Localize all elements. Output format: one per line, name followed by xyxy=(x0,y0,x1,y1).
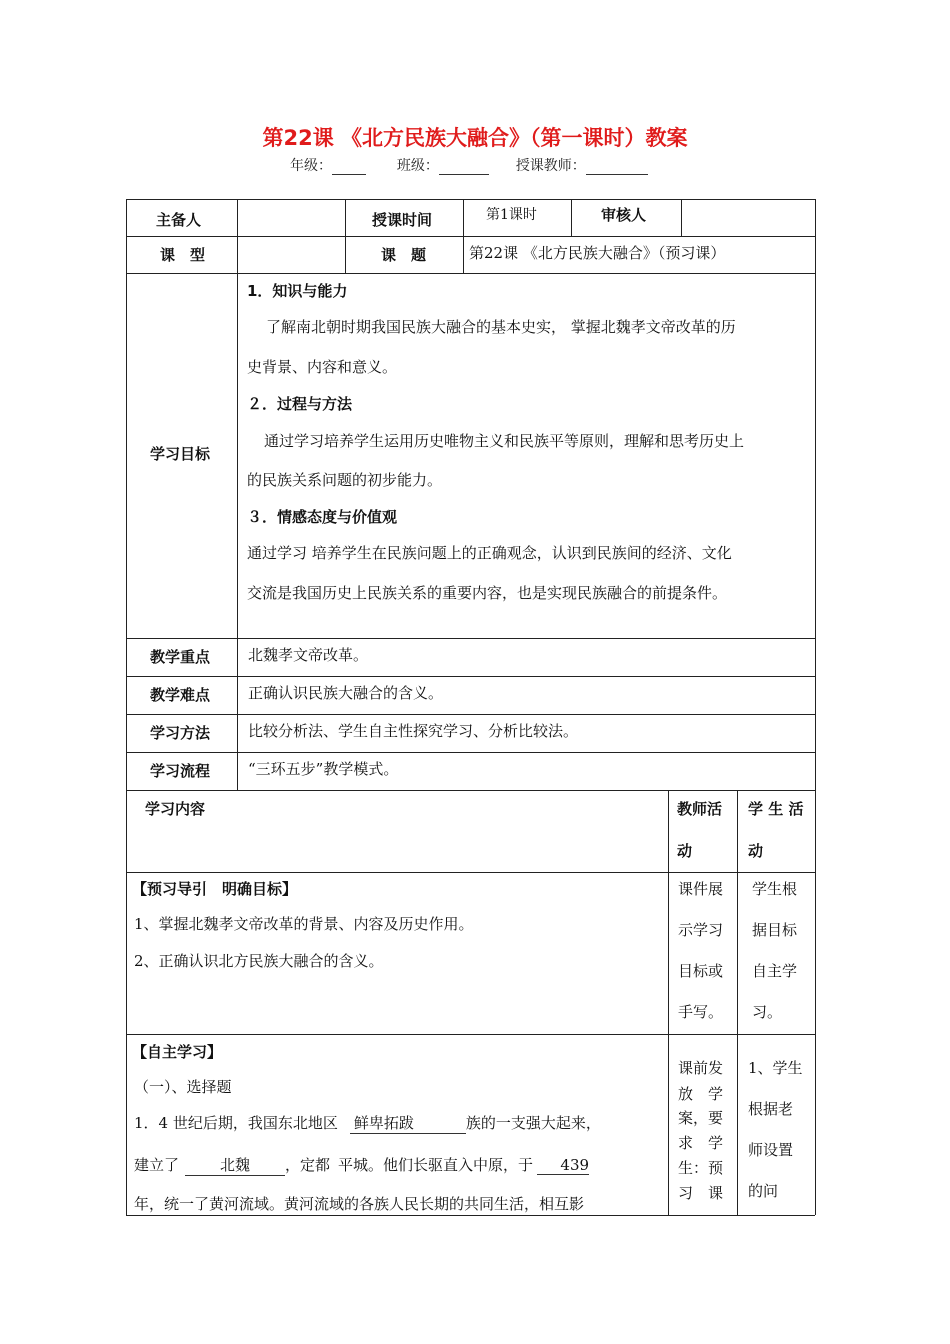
focus-value: 北魏孝文帝改革。 xyxy=(248,646,369,664)
preview-teacher-line: 示学习 xyxy=(678,921,724,939)
self-study-student-line: 1、学生 xyxy=(748,1059,803,1077)
student-activity-header-b: 动 xyxy=(748,842,764,860)
q1-line2-prefix: 建立了 xyxy=(134,1156,180,1174)
flow-label: 学习流程 xyxy=(150,762,211,780)
grade-blank xyxy=(332,160,366,175)
time-label: 授课时间 xyxy=(372,211,433,229)
q1-blank-3: 439 xyxy=(537,1156,589,1175)
method-value: 比较分析法、学生自主性探究学习、分析比较法。 xyxy=(248,722,579,740)
goal-text-3b: 交流是我国历史上民族关系的重要内容，也是实现民族融合的前提条件。 xyxy=(247,584,728,602)
class-label: 班级： xyxy=(396,158,439,174)
preview-teacher-line: 课件展 xyxy=(678,880,724,898)
goal-heading-1: 1．知识与能力 xyxy=(247,282,348,300)
subtitle xyxy=(290,155,648,175)
preview-teacher-line: 手写。 xyxy=(678,1003,724,1021)
q1-line2-middle: ，定都 xyxy=(285,1156,331,1174)
self-study-teacher-line: 习 课 xyxy=(678,1184,724,1202)
self-study-student-line: 根据老 xyxy=(748,1100,794,1118)
period-value: 第1课时 xyxy=(486,207,537,223)
page-title: 第22课 《北方民族大融合》（第一课时）教案 xyxy=(262,126,688,150)
self-study-student-line: 师设置 xyxy=(748,1141,794,1159)
difficulty-value: 正确认识民族大融合的含义。 xyxy=(248,684,444,702)
self-study-heading: 【自主学习】 xyxy=(132,1043,223,1061)
question-1-line-1 xyxy=(134,1112,601,1134)
flow-value: “三环五步”教学模式。 xyxy=(248,760,399,778)
teacher-activity-header-a: 教师活 xyxy=(677,800,723,818)
teacher-blank xyxy=(586,160,648,175)
topic-value: 第22课 《北方民族大融合》（预习课） xyxy=(469,244,726,262)
reviewer-label: 审核人 xyxy=(601,206,647,224)
student-activity-header-a: 学 生 活 xyxy=(748,800,804,818)
preview-student-line: 习。 xyxy=(752,1003,783,1021)
goal-heading-2: ２．过程与方法 xyxy=(247,395,353,413)
type-label: 课 型 xyxy=(160,246,206,264)
goal-text-3a: 通过学习 培养学生在民族问题上的正确观念，认识到民族间的经济、文化 xyxy=(247,544,732,562)
preview-student-line: 自主学 xyxy=(752,962,798,980)
q1-middle: 族的一支强大起来， xyxy=(465,1114,601,1132)
preview-student-line: 学生根 xyxy=(752,880,798,898)
goal-text-1a: 了解南北朝时期我国民族大融合的基本史实， 掌握北魏孝文帝改革的历 xyxy=(266,318,736,336)
preview-item-2: 2、正确认识北方民族大融合的含义。 xyxy=(134,952,384,970)
self-study-teacher-line: 课前发 xyxy=(678,1059,724,1077)
difficulty-label: 教学难点 xyxy=(150,686,211,704)
goal-text-1b: 史背景、内容和意义。 xyxy=(247,358,398,376)
preview-heading: 【预习导引 明确目标】 xyxy=(132,880,298,898)
self-study-student-line: 的问 xyxy=(748,1182,779,1200)
topic-label: 课 题 xyxy=(381,246,427,264)
self-study-teacher-line: 案，要 xyxy=(678,1109,724,1127)
preparer-label: 主备人 xyxy=(156,211,202,229)
self-study-section: （一）、选择题 xyxy=(134,1078,232,1096)
goal-text-2a: 通过学习培养学生运用历史唯物主义和民族平等原则，理解和思考历史上 xyxy=(264,432,745,450)
focus-label: 教学重点 xyxy=(150,648,211,666)
content-header: 学习内容 xyxy=(145,800,206,818)
goal-heading-3: ３．情感态度与价值观 xyxy=(247,508,398,526)
grade-label: 年级： xyxy=(290,158,332,174)
preview-item-1: 1、掌握北魏孝文帝改革的背景、内容及历史作用。 xyxy=(134,915,474,933)
self-study-teacher-line: 生：预 xyxy=(678,1159,724,1177)
self-study-teacher-line: 放 学 xyxy=(678,1085,724,1103)
method-label: 学习方法 xyxy=(150,724,211,742)
goal-text-2b: 的民族关系问题的初步能力。 xyxy=(247,471,443,489)
q1-prefix: 1．4 世纪后期，我国东北地区 xyxy=(134,1114,338,1132)
self-study-teacher-line: 求 学 xyxy=(678,1134,724,1152)
question-1-line-2 xyxy=(134,1154,589,1176)
teacher-activity-header-b: 动 xyxy=(677,842,693,860)
q1-blank-1: 鲜卑拓跋 xyxy=(350,1112,466,1134)
preview-teacher-line: 目标或 xyxy=(678,962,724,980)
q1-blank-2: 北魏 xyxy=(185,1154,285,1176)
q1-line2-suffix: 。他们长驱直入中原，于 xyxy=(368,1156,534,1174)
goals-label: 学习目标 xyxy=(150,445,211,463)
q1-capital: 平城 xyxy=(338,1156,369,1174)
teacher-label: 授课教师： xyxy=(515,158,586,174)
preview-student-line: 据目标 xyxy=(752,921,798,939)
question-1-line-3: 年，统一了黄河流域。黄河流域的各族人民长期的共同生活，相互影 xyxy=(134,1195,585,1213)
class-blank xyxy=(439,160,489,175)
